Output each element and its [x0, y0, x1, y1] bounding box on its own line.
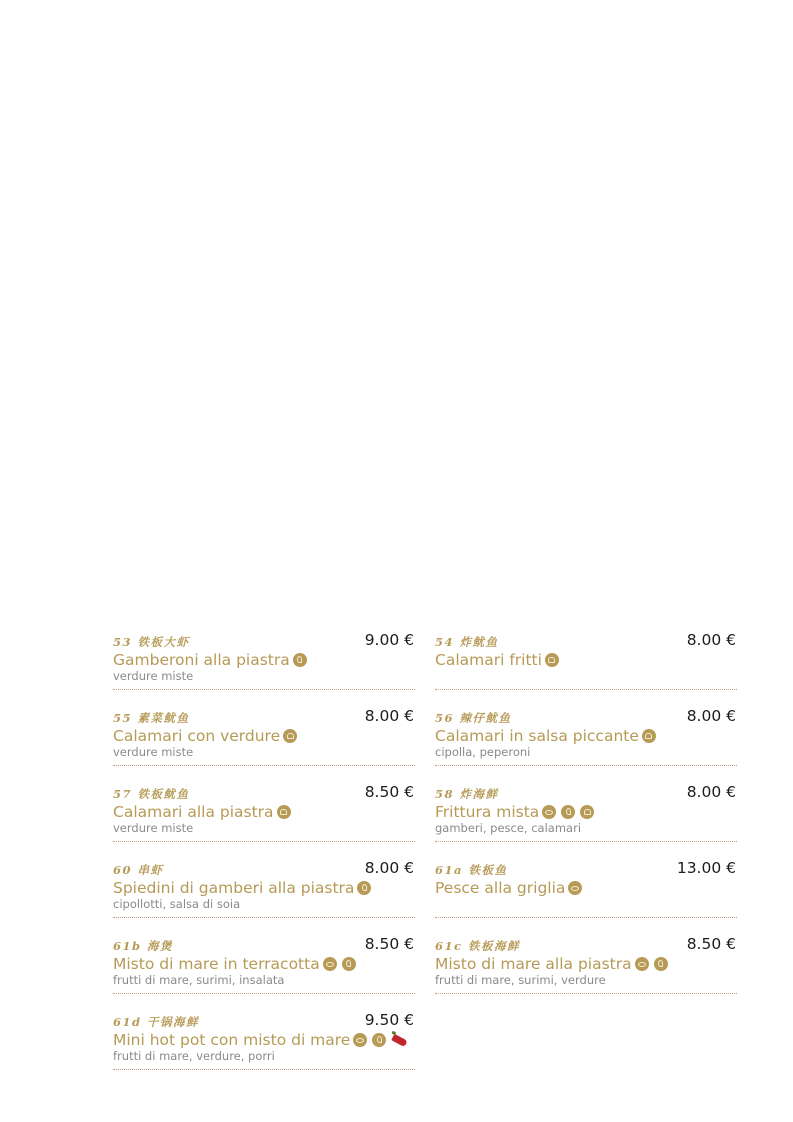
menu-item [113, 630, 415, 690]
dish-name-row [113, 1031, 407, 1049]
menu-item [435, 934, 737, 994]
dish-price: 9.50 € [364, 1011, 414, 1029]
dish-name-row [435, 879, 587, 897]
dish-name: Calamari in salsa piccante [435, 727, 639, 745]
dish-code: 54 炸鱿鱼 [435, 635, 499, 649]
shrimp-icon [561, 805, 575, 819]
dish-name: Calamari con verdure [113, 727, 281, 745]
fish-icon [568, 881, 582, 895]
dish-description: verdure miste [113, 821, 194, 835]
fish-icon [353, 1033, 367, 1047]
dish-name-row [435, 727, 661, 745]
dish-price: 8.00 € [686, 631, 736, 649]
dish-name: Misto di mare in terracotta [113, 955, 320, 973]
dish-description: cipollotti, salsa di soia [113, 897, 241, 911]
dish-price: 8.00 € [364, 859, 414, 877]
chili-icon [392, 1033, 409, 1046]
dish-code: 61b 海煲 [113, 939, 174, 953]
dish-description: frutti di mare, surimi, verdure [435, 973, 606, 987]
menu-item [113, 706, 415, 766]
dish-price: 8.00 € [686, 783, 736, 801]
dish-name: Calamari fritti [435, 651, 542, 669]
dish-name: Gamberoni alla piastra [113, 651, 290, 669]
dish-code: 61d 干锅海鲜 [113, 1015, 200, 1029]
squid-icon [283, 729, 297, 743]
dish-code: 53 铁板大虾 [113, 635, 190, 649]
dish-name-row [435, 955, 673, 973]
dish-name-row [435, 651, 564, 669]
menu-item [113, 858, 415, 918]
dish-name: Misto di mare alla piastra [435, 955, 632, 973]
dish-description: cipolla, peperoni [435, 745, 531, 759]
squid-icon [545, 653, 559, 667]
menu-item [113, 934, 415, 994]
dish-description: frutti di mare, surimi, insalata [113, 973, 285, 987]
fish-icon [323, 957, 337, 971]
dish-name-row [435, 803, 599, 821]
dish-price: 8.00 € [686, 707, 736, 725]
dish-name-row [113, 803, 296, 821]
shrimp-icon [342, 957, 356, 971]
squid-icon [642, 729, 656, 743]
dish-name-row [113, 879, 376, 897]
fish-icon [635, 957, 649, 971]
dish-name: Pesce alla griglia [435, 879, 566, 897]
shrimp-icon [357, 881, 371, 895]
shrimp-icon [293, 653, 307, 667]
dish-name-row [113, 955, 361, 973]
dish-price: 8.50 € [364, 935, 414, 953]
shrimp-icon [372, 1033, 386, 1047]
menu-item [435, 706, 737, 766]
dish-price: 8.50 € [364, 783, 414, 801]
menu-grid [113, 630, 737, 1086]
dish-description: frutti di mare, verdure, porri [113, 1049, 275, 1063]
dish-price: 9.00 € [364, 631, 414, 649]
dish-name: Calamari alla piastra [113, 803, 274, 821]
dish-code: 60 串虾 [113, 863, 164, 877]
dish-description: gamberi, pesce, calamari [435, 821, 582, 835]
dish-code: 58 炸海鲜 [435, 787, 499, 801]
squid-icon [277, 805, 291, 819]
menu-item [435, 858, 737, 918]
dish-name: Frittura mista [435, 803, 540, 821]
dish-code: 55 素菜鱿鱼 [113, 711, 190, 725]
dish-price: 13.00 € [676, 859, 736, 877]
dish-code: 61a 铁板鱼 [435, 863, 508, 877]
dish-code: 57 铁板鱿鱼 [113, 787, 190, 801]
squid-icon [580, 805, 594, 819]
dish-price: 8.50 € [686, 935, 736, 953]
menu-item [435, 630, 737, 690]
dish-name-row [113, 651, 312, 669]
dish-code: 61c 铁板海鲜 [435, 939, 521, 953]
dish-description: verdure miste [113, 669, 194, 683]
menu-item [113, 782, 415, 842]
menu-item [113, 1010, 415, 1070]
dish-code: 56 辣仔鱿鱼 [435, 711, 512, 725]
dish-name-row [113, 727, 302, 745]
dish-price: 8.00 € [364, 707, 414, 725]
dish-name: Spiedini di gamberi alla piastra [113, 879, 355, 897]
shrimp-icon [654, 957, 668, 971]
dish-description: verdure miste [113, 745, 194, 759]
menu-item [435, 782, 737, 842]
fish-icon [542, 805, 556, 819]
dish-name: Mini hot pot con misto di mare [113, 1031, 351, 1049]
